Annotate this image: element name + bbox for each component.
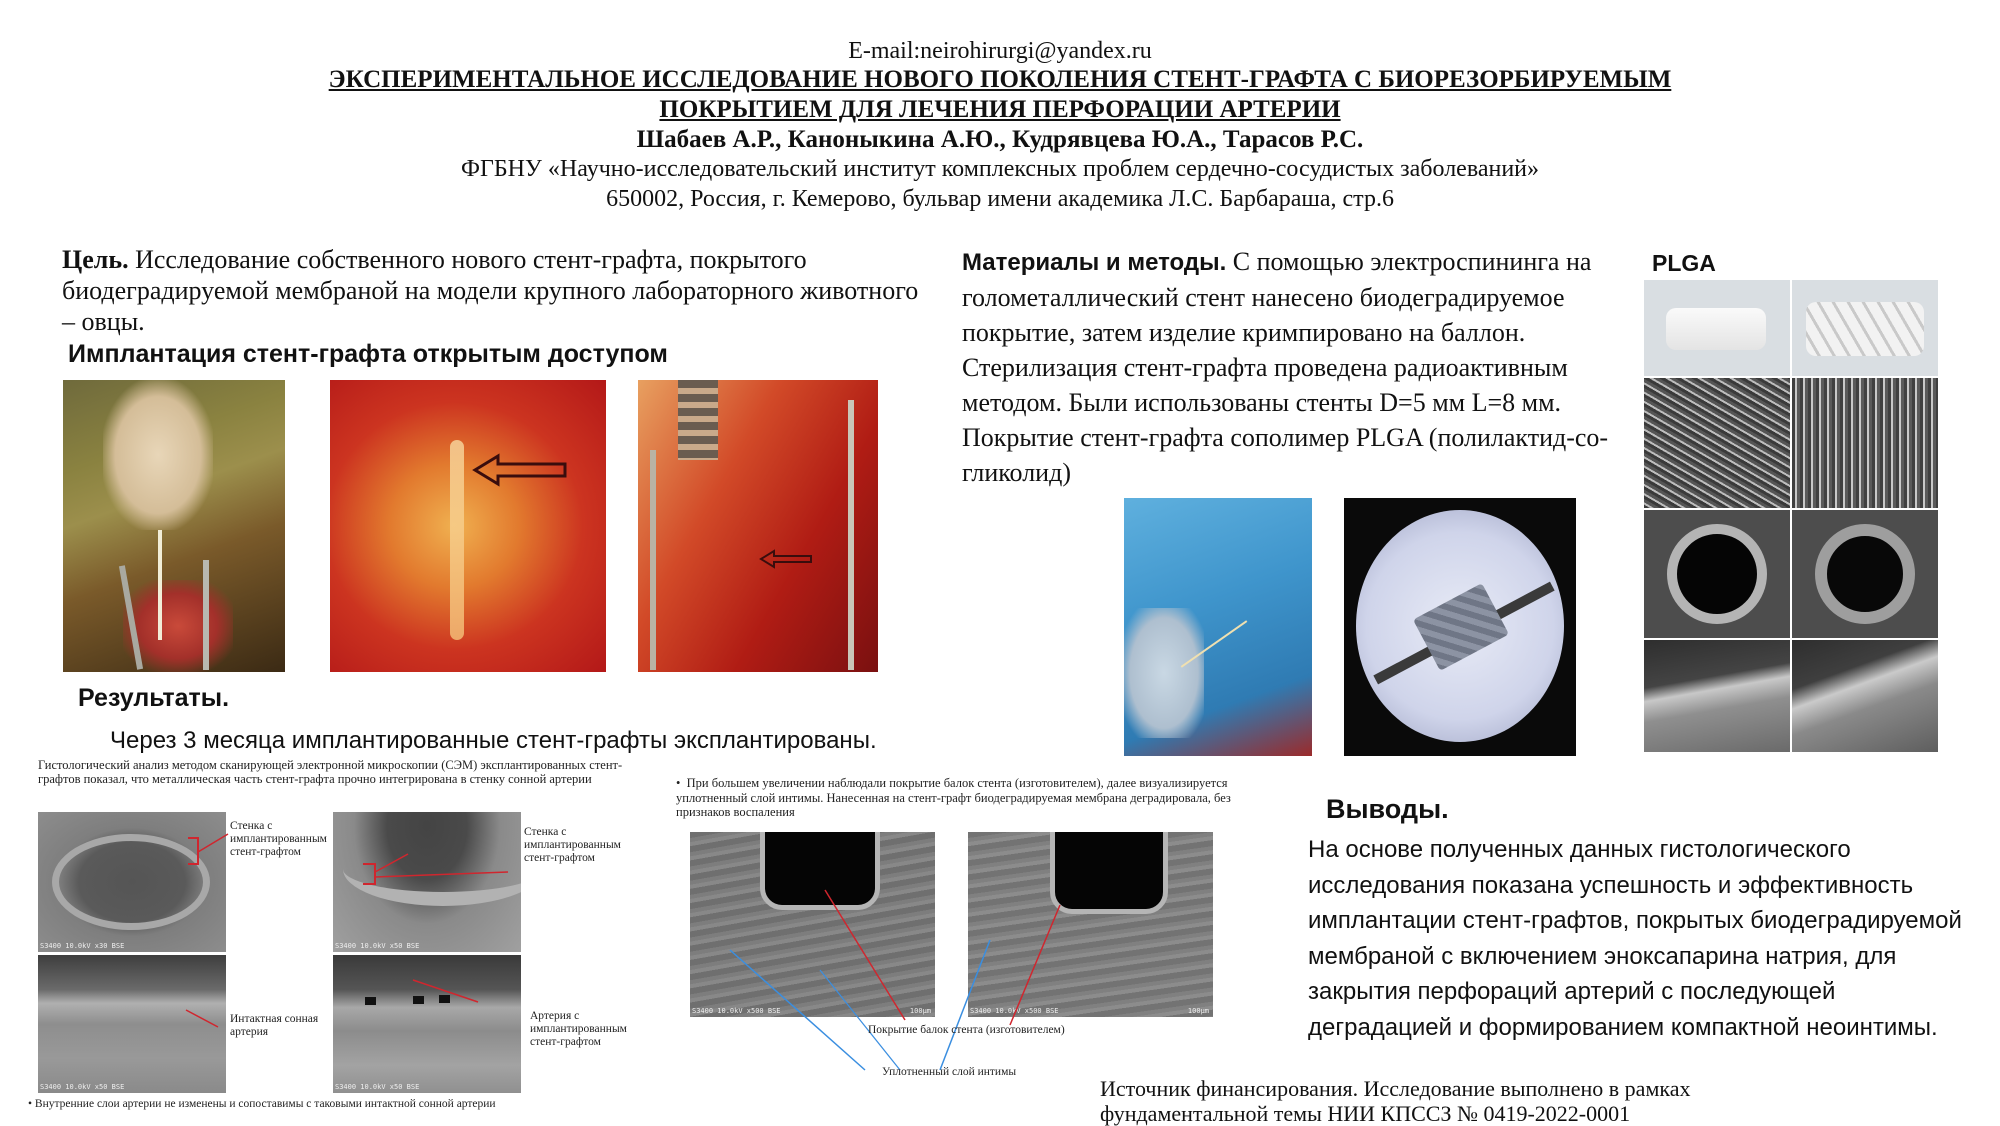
- label-wall-1: Стенка с имплантированным стент-графтом: [230, 820, 327, 858]
- plga-sem-ring-1: [1644, 510, 1790, 638]
- funding-line1: Источник финансирования. Исследование выполнено в рамках: [1100, 1076, 1691, 1101]
- bottom-note: • Внутренние слои артерии не изменены и сопоставимы с таковыми интактной сонной артерии: [28, 1098, 496, 1110]
- surgery-photo-1: [63, 380, 285, 672]
- poster-title-line1: ЭКСПЕРИМЕНТАЛЬНОЕ ИССЛЕДОВАНИЕ НОВОГО ПОКОЛЕНИЯ СТЕНТ-ГРАФТА С БИОРЕЗОРБИРУЕМЫМ: [328, 66, 1672, 93]
- plga-label: PLGA: [1652, 250, 1716, 276]
- plga-sem-fibers-2: [1792, 378, 1938, 508]
- device-photo-microscope: [1344, 498, 1576, 756]
- institute: ФГБНУ «Научно-исследовательский институт комплексных проблем сердечно-сосудистых заболеваний»: [460, 156, 1540, 182]
- address: 650002, Россия, г. Кемерово, бульвар имени академика Л.С. Барбараша, стр.6: [606, 186, 1394, 212]
- label-intact-artery: Интактная сонная артерия: [230, 1013, 319, 1038]
- surgery-photo-3: [638, 380, 878, 672]
- results-heading: Результаты.: [78, 684, 230, 712]
- plga-photo-tube-1: [1644, 280, 1790, 376]
- methods-paragraph: [962, 244, 1632, 490]
- methods-label: Материалы и методы.: [962, 249, 1227, 276]
- label-wall-2: Стенка с имплантированным стент-графтом: [524, 826, 621, 864]
- bottom-note-text: Внутренние слои артерии не изменены и сопоставимы с таковыми интактной сонной артерии: [34, 1098, 496, 1110]
- plga-sem-ring-2: [1792, 510, 1938, 638]
- results-subtext: Через 3 месяца имплантированные стент-графты эксплантированы.: [110, 727, 877, 754]
- sem-scale: 100µm: [1187, 1007, 1209, 1015]
- methods-text: С помощью электроспининга на голометаллический стент нанесено биодеградируемое покрытие, затем изделие кримпировано на баллон. Стерилизация стент-графта проведена радиоактивным методом. Были использованы стенты D=5 мм L=8 мм. Покрытие стент-графта сополимер PLGA (полилактид-со-гликолид): [962, 247, 1609, 487]
- plga-sem-wall-2: [1792, 640, 1938, 752]
- email-text: E-mail:neirohirurgi@yandex.ru: [848, 38, 1152, 64]
- arrow-icon: [470, 450, 570, 490]
- sem-meta: S3400 10.0kV x50 BSE: [335, 942, 420, 950]
- implant-heading: Имплантация стент-графта открытым доступом: [68, 340, 668, 368]
- surgery-photo-2: [330, 380, 606, 672]
- plga-photo-tube-2: [1792, 280, 1938, 376]
- device-photo-handling: [1124, 498, 1312, 756]
- plga-sem-fibers-1: [1644, 378, 1790, 508]
- sem-intro-text: Гистологический анализ методом сканирующей электронной микроскопии (СЭМ) эксплантированных стент-графтов показал, что металлическая часть стент-графта прочно интегрирована в стенку сонной артерии: [38, 758, 623, 786]
- poster-title-line2: ПОКРЫТИЕМ ДЛЯ ЛЕЧЕНИЯ ПЕРФОРАЦИИ АРТЕРИИ: [659, 96, 1341, 123]
- label-artery-stent: Артерия с имплантированным стент-графтом: [530, 1010, 627, 1048]
- goal-label: Цель.: [62, 245, 129, 274]
- arrow-icon: [758, 548, 814, 570]
- mag-note-text: При большем увеличении наблюдали покрытие балок стента (изготовителем), далее визуализируется уплотненный слой интимы. Нанесенная на стент-графт биодеградируемая мембрана деградировала, без признаков воспаления: [676, 776, 1231, 819]
- label-strut-coating: Покрытие балок стента (изготовителем): [868, 1024, 1065, 1036]
- goal-paragraph: [62, 244, 932, 337]
- magnification-annotation-lines: [680, 820, 1240, 1090]
- conclusions-text: На основе полученных данных гистологического исследования показана успешность и эффективность имплантации стент-графтов, покрытых биодеградируемой мембраной с включением эноксапарина натрия, для закрытия перфораций артерий с последующей деградацией и формированием компактной неоинтимы.: [1308, 836, 1962, 1041]
- plga-sem-wall-1: [1644, 640, 1790, 752]
- authors: Шабаев А.Р., Каноныкина А.Ю., Кудрявцева Ю.А., Тарасов Р.С.: [636, 126, 1364, 153]
- goal-text: Исследование собственного нового стент-графта, покрытого биодеградируемой мембраной на модели крупного лабораторного животного – овцы.: [62, 245, 919, 336]
- sem-meta: S3400 10.0kV x50 BSE: [335, 1083, 420, 1091]
- sem-meta: S3400 10.0kV x50 BSE: [40, 1083, 125, 1091]
- sem-scale: 100µm: [909, 1007, 931, 1015]
- funding-line2: фундаментальной темы НИИ КПССЗ № 0419-2022-0001: [1100, 1101, 1631, 1126]
- mag-note: • При большем увеличении наблюдали покрытие балок стента (изготовителем), далее визуализируется уплотненный слой интимы. Нанесенная на стент-графт биодеградируемая мембрана деградировала, без признаков воспаления: [676, 776, 1231, 819]
- sem-meta: S3400 10.0kV x500 BSE: [970, 1007, 1059, 1015]
- sem-meta: S3400 10.0kV x30 BSE: [40, 942, 125, 950]
- sem-meta: S3400 10.0kV x500 BSE: [692, 1007, 781, 1015]
- conclusions-heading: Выводы.: [1326, 794, 1449, 824]
- label-intima: Уплотненный слой интимы: [882, 1066, 1017, 1078]
